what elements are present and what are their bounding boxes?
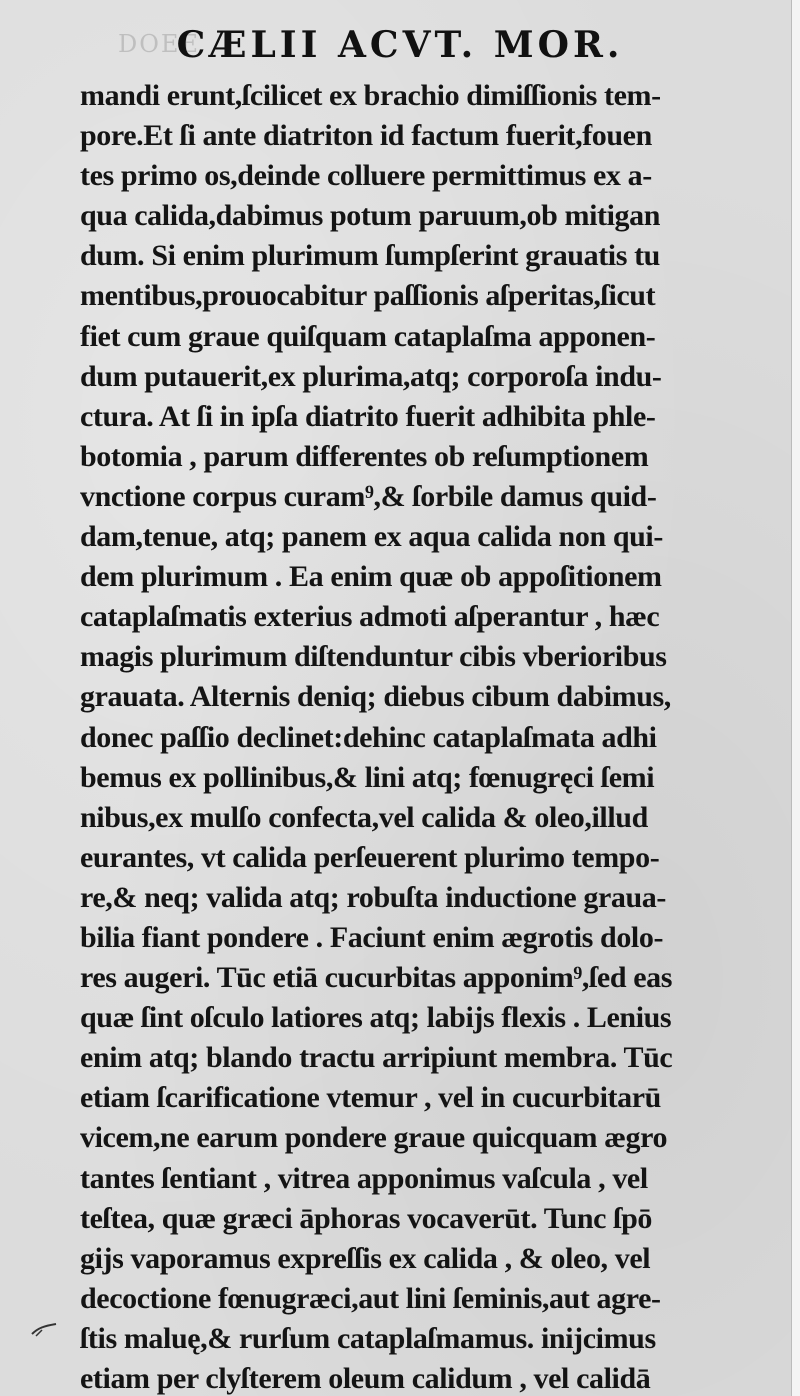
page-edge <box>791 0 800 1396</box>
text-line-17: donec paſſio declinet:dehinc cataplaſmata adhi <box>80 720 657 754</box>
text-line-7: fiet cum graue quiſquam cataplaſma apponen- <box>80 319 656 353</box>
text-line-33: etiam per clyſterem oleum calidum , vel calidā <box>80 1362 651 1395</box>
running-head: CÆLII ACVT. MOR. <box>176 24 624 66</box>
text-line-30: gijs vaporamus expreſſis ex calida , & oleo, vel <box>80 1241 651 1275</box>
text-line-15: magis plurimum diſtenduntur cibis vberioribus <box>80 640 667 674</box>
faded-mark: DOEE <box>118 30 200 58</box>
text-line-16: grauata. Alternis deniq; diebus cibum dabimus, <box>80 680 671 714</box>
text-line-29: teſtea, quæ græci āphoras vocaverūt. Tunc ſpō <box>80 1201 653 1235</box>
margin-ink-mark <box>30 1318 60 1338</box>
text-line-12: dam,tenue, atq; panem ex aqua calida non qui- <box>80 520 663 554</box>
text-line-10: botomia , parum differentes ob reſumptionem <box>80 439 649 473</box>
text-line-28: tantes ſentiant , vitrea apponimus vaſcula , vel <box>80 1161 648 1195</box>
text-line-11: vnctione corpus curam⁹,& ſorbile damus quid- <box>80 479 657 513</box>
text-line-32: ſtis maluę,& rurſum cataplaſmamus. inijcimus <box>80 1321 656 1355</box>
text-line-23: res augeri. Tūc etiā cucurbitas apponim⁹,ſed eas <box>80 961 673 995</box>
text-line-5: dum. Si enim plurimum ſumpſerint grauatis tu <box>80 239 660 273</box>
text-line-13: dem plurimum . Ea enim quæ ob appoſitionem <box>80 560 662 594</box>
text-line-1: mandi erunt,ſcilicet ex brachio dimiſſionis tem- <box>80 79 661 112</box>
text-line-14: cataplaſmatis exterius admoti aſperantur , hæc <box>80 600 660 634</box>
text-line-6: mentibus,prouocabitur paſſionis aſperitas,ſicut <box>80 279 656 313</box>
text-line-19: nibus,ex mulſo confecta,vel calida & oleo,illud <box>80 800 648 834</box>
text-line-25: enim atq; blando tractu arripiunt membra. Tūc <box>80 1041 673 1075</box>
text-line-26: etiam ſcarificatione vtemur , vel in cucurbitarū <box>80 1081 661 1115</box>
text-line-9: ctura. At ſi in ipſa diatrito fuerit adhibita phle- <box>80 399 656 433</box>
text-line-2: pore.Et ſi ante diatriton id factum fuerit,fouen <box>80 119 652 153</box>
text-line-8: dum putauerit,ex plurima,atq; corporoſa indu- <box>80 359 662 393</box>
text-line-4: qua calida,dabimus potum paruum,ob mitigan <box>80 199 661 233</box>
text-line-22: bilia fiant pondere . Faciunt enim ægrotis dolo- <box>80 920 664 954</box>
text-line-20: eurantes, vt calida perſeuerent plurimo tempo- <box>80 840 660 874</box>
text-line-27: vicem,ne earum pondere graue quicquam ægro <box>80 1121 668 1155</box>
text-block <box>80 76 744 1396</box>
text-line-24: quæ ſint oſculo latiores atq; labijs flexis . Lenius <box>80 1001 672 1035</box>
text-line-3: tes primo os,deinde colluere permittimus ex a- <box>80 159 652 193</box>
text-line-31: decoctione fœnugræci,aut lini ſeminis,aut agre- <box>80 1281 661 1315</box>
text-line-18: bemus ex pollinibus,& lini atq; fœnugręci ſemi <box>80 760 655 794</box>
text-line-21: re,& neq; valida atq; robuſta inductione graua- <box>80 880 666 914</box>
